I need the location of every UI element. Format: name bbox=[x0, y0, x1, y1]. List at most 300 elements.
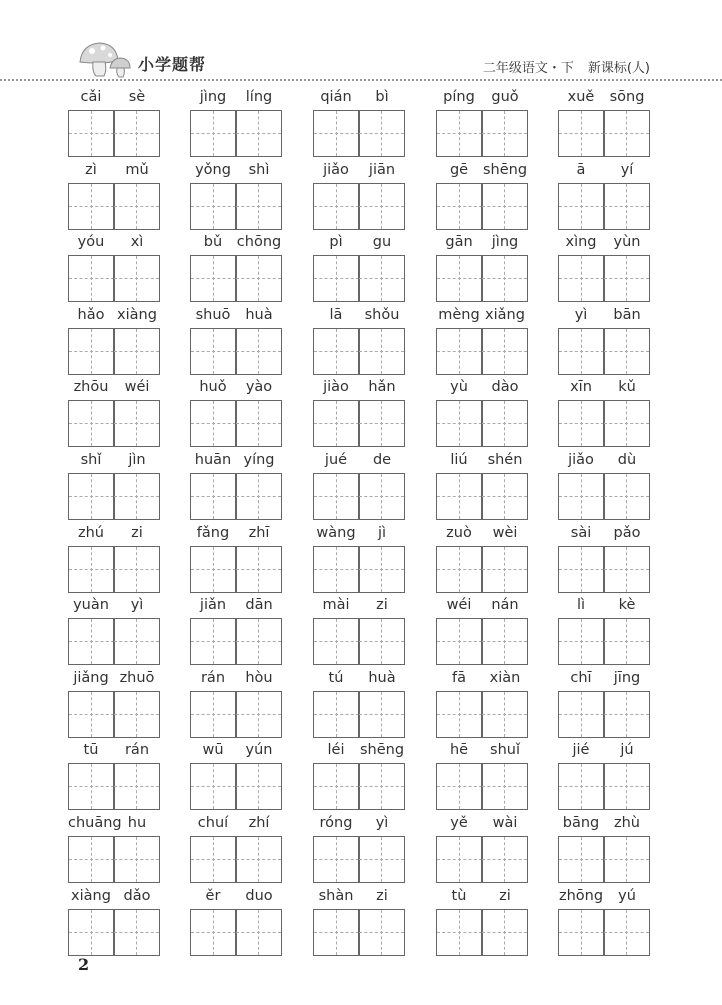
tianzige-writing-box[interactable] bbox=[190, 400, 237, 447]
tianzige-writing-box[interactable] bbox=[235, 909, 282, 956]
pinyin-syllable: xiàng bbox=[71, 887, 111, 904]
tianzige-writing-box[interactable] bbox=[558, 763, 605, 810]
word-cell bbox=[313, 814, 405, 886]
tianzige-writing-box[interactable] bbox=[235, 110, 282, 157]
tianzige-writing-box[interactable] bbox=[358, 691, 405, 738]
tianzige-writing-box[interactable] bbox=[436, 691, 483, 738]
tianzige-writing-box[interactable] bbox=[603, 691, 650, 738]
tianzige-writing-box[interactable] bbox=[190, 618, 237, 665]
pinyin-syllable: mèng bbox=[438, 306, 480, 323]
word-cell bbox=[558, 233, 650, 305]
pinyin-syllable: liú bbox=[450, 452, 468, 468]
word-cell bbox=[558, 741, 650, 813]
tianzige-writing-box[interactable] bbox=[436, 546, 483, 593]
tianzige-writing-box[interactable] bbox=[358, 618, 405, 665]
pinyin-label bbox=[436, 306, 528, 324]
pinyin-label bbox=[558, 88, 650, 106]
grid-row bbox=[0, 887, 722, 959]
pinyin-syllable: nán bbox=[491, 597, 519, 614]
pinyin-syllable: shì bbox=[248, 161, 270, 178]
tianzige-writing-box[interactable] bbox=[190, 473, 237, 520]
tianzige-writing-box[interactable] bbox=[481, 763, 528, 810]
tianzige-writing-box[interactable] bbox=[436, 836, 483, 883]
pinyin-label bbox=[313, 741, 405, 759]
tianzige-writing-box[interactable] bbox=[313, 909, 360, 956]
tianzige-writing-box[interactable] bbox=[603, 909, 650, 956]
pinyin-syllable: huǒ bbox=[199, 379, 227, 396]
word-cell bbox=[190, 233, 282, 305]
tianzige-writing-box[interactable] bbox=[313, 763, 360, 810]
tianzige-writing-box[interactable] bbox=[358, 546, 405, 593]
pinyin-syllable: ěr bbox=[205, 887, 221, 904]
grid-row bbox=[0, 669, 722, 741]
tianzige-writing-box[interactable] bbox=[68, 473, 115, 520]
tianzige-writing-box[interactable] bbox=[235, 763, 282, 810]
pinyin-syllable: wéi bbox=[446, 597, 472, 614]
writing-box-pair bbox=[558, 110, 650, 156]
tianzige-writing-box[interactable] bbox=[68, 110, 115, 157]
tianzige-writing-box[interactable] bbox=[603, 836, 650, 883]
tianzige-writing-box[interactable] bbox=[68, 183, 115, 230]
word-cell bbox=[436, 306, 528, 378]
word-cell bbox=[558, 596, 650, 668]
word-cell bbox=[190, 596, 282, 668]
pinyin-label bbox=[558, 378, 650, 396]
tianzige-writing-box[interactable] bbox=[358, 909, 405, 956]
tianzige-writing-box[interactable] bbox=[436, 763, 483, 810]
pinyin-label bbox=[558, 887, 650, 905]
brand-name: 小学题帮 bbox=[138, 55, 207, 74]
pinyin-syllable: píng bbox=[443, 89, 475, 105]
tianzige-writing-box[interactable] bbox=[235, 618, 282, 665]
tianzige-writing-box[interactable] bbox=[113, 546, 160, 593]
tianzige-writing-box[interactable] bbox=[235, 836, 282, 883]
pinyin-syllable: mǔ bbox=[125, 161, 149, 178]
writing-box-pair bbox=[436, 909, 528, 955]
pinyin-label bbox=[190, 451, 282, 469]
tianzige-writing-box[interactable] bbox=[558, 909, 605, 956]
grid-row bbox=[0, 524, 722, 596]
tianzige-writing-box[interactable] bbox=[603, 763, 650, 810]
pinyin-syllable: rán bbox=[200, 669, 226, 686]
tianzige-writing-box[interactable] bbox=[313, 110, 360, 157]
word-cell bbox=[68, 887, 160, 959]
word-cell bbox=[190, 88, 282, 160]
pinyin-syllable: ā bbox=[576, 161, 586, 178]
tianzige-writing-box[interactable] bbox=[358, 183, 405, 230]
pinyin-label bbox=[68, 451, 160, 469]
writing-box-pair bbox=[190, 836, 282, 882]
tianzige-writing-box[interactable] bbox=[358, 473, 405, 520]
pinyin-syllable: léi bbox=[327, 742, 345, 759]
word-cell bbox=[558, 451, 650, 523]
tianzige-writing-box[interactable] bbox=[68, 691, 115, 738]
tianzige-writing-box[interactable] bbox=[68, 618, 115, 665]
writing-box-pair bbox=[190, 618, 282, 664]
writing-box-pair bbox=[313, 400, 405, 446]
word-cell bbox=[68, 814, 160, 886]
tianzige-writing-box[interactable] bbox=[313, 546, 360, 593]
tianzige-writing-box[interactable] bbox=[113, 909, 160, 956]
pinyin-label bbox=[190, 161, 282, 179]
tianzige-writing-box[interactable] bbox=[235, 400, 282, 447]
pinyin-label bbox=[68, 887, 160, 905]
pinyin-syllable: sè bbox=[128, 89, 146, 105]
pinyin-syllable: chuāng bbox=[68, 815, 122, 831]
pinyin-syllable: zhù bbox=[614, 815, 640, 831]
pinyin-syllable: chōng bbox=[236, 234, 282, 251]
tianzige-writing-box[interactable] bbox=[436, 618, 483, 665]
pinyin-syllable: zhōng bbox=[558, 887, 604, 904]
tianzige-writing-box[interactable] bbox=[358, 400, 405, 447]
pinyin-syllable: bǔ bbox=[203, 234, 223, 251]
pinyin-label bbox=[436, 161, 528, 179]
pinyin-syllable: zhuō bbox=[119, 669, 155, 686]
tianzige-writing-box[interactable] bbox=[68, 255, 115, 302]
word-cell bbox=[436, 814, 528, 886]
writing-box-pair bbox=[190, 546, 282, 592]
writing-box-pair bbox=[558, 400, 650, 446]
tianzige-writing-box[interactable] bbox=[68, 546, 115, 593]
tianzige-writing-box[interactable] bbox=[481, 255, 528, 302]
tianzige-writing-box[interactable] bbox=[313, 400, 360, 447]
pinyin-syllable: xīn bbox=[570, 379, 592, 396]
tianzige-writing-box[interactable] bbox=[603, 255, 650, 302]
tianzige-writing-box[interactable] bbox=[358, 110, 405, 157]
tianzige-writing-box[interactable] bbox=[603, 546, 650, 593]
tianzige-writing-box[interactable] bbox=[603, 110, 650, 157]
tianzige-writing-box[interactable] bbox=[113, 183, 160, 230]
pinyin-syllable: hu bbox=[127, 815, 147, 831]
tianzige-writing-box[interactable] bbox=[190, 183, 237, 230]
tianzige-writing-box[interactable] bbox=[481, 183, 528, 230]
pinyin-syllable: zi bbox=[376, 597, 388, 614]
pinyin-syllable: jiǎo bbox=[323, 161, 349, 178]
tianzige-writing-box[interactable] bbox=[68, 909, 115, 956]
writing-box-pair bbox=[68, 546, 160, 592]
pinyin-syllable: xuě bbox=[567, 89, 595, 105]
writing-box-pair bbox=[68, 183, 160, 229]
pinyin-label bbox=[68, 524, 160, 542]
writing-box-pair bbox=[190, 691, 282, 737]
tianzige-writing-box[interactable] bbox=[436, 400, 483, 447]
tianzige-writing-box[interactable] bbox=[235, 183, 282, 230]
writing-box-pair bbox=[190, 909, 282, 955]
tianzige-writing-box[interactable] bbox=[190, 763, 237, 810]
writing-box-pair bbox=[558, 473, 650, 519]
pinyin-label bbox=[190, 306, 282, 324]
tianzige-writing-box[interactable] bbox=[235, 691, 282, 738]
pinyin-syllable: hǎo bbox=[77, 306, 105, 323]
writing-box-pair bbox=[190, 473, 282, 519]
grade-subject: 二年级语文・下 bbox=[482, 61, 574, 76]
tianzige-writing-box[interactable] bbox=[558, 473, 605, 520]
grid-row bbox=[0, 378, 722, 450]
tianzige-writing-box[interactable] bbox=[436, 328, 483, 375]
pinyin-label bbox=[68, 596, 160, 614]
pinyin-label bbox=[68, 378, 160, 396]
tianzige-writing-box[interactable] bbox=[113, 836, 160, 883]
tianzige-writing-box[interactable] bbox=[235, 546, 282, 593]
writing-box-pair bbox=[436, 546, 528, 592]
word-cell bbox=[436, 161, 528, 233]
pinyin-syllable: zhú bbox=[78, 524, 104, 541]
word-cell bbox=[313, 378, 405, 450]
tianzige-writing-box[interactable] bbox=[190, 255, 237, 302]
pinyin-syllable: sōng bbox=[609, 89, 645, 105]
pinyin-syllable: yào bbox=[245, 379, 273, 396]
tianzige-writing-box[interactable] bbox=[481, 110, 528, 157]
pinyin-syllable: jié bbox=[572, 742, 590, 759]
tianzige-writing-box[interactable] bbox=[481, 909, 528, 956]
word-cell bbox=[313, 741, 405, 813]
tianzige-writing-box[interactable] bbox=[68, 763, 115, 810]
tianzige-writing-box[interactable] bbox=[190, 328, 237, 375]
pinyin-syllable: chuí bbox=[197, 815, 229, 831]
pinyin-syllable: guǒ bbox=[491, 89, 519, 105]
pinyin-syllable: wèi bbox=[492, 524, 518, 541]
word-cell bbox=[313, 887, 405, 959]
pinyin-label bbox=[190, 596, 282, 614]
pinyin-label bbox=[313, 88, 405, 106]
tianzige-writing-box[interactable] bbox=[235, 255, 282, 302]
pinyin-syllable: qián bbox=[320, 89, 352, 105]
tianzige-writing-box[interactable] bbox=[358, 255, 405, 302]
tianzige-writing-box[interactable] bbox=[481, 618, 528, 665]
tianzige-writing-box[interactable] bbox=[113, 328, 160, 375]
tianzige-writing-box[interactable] bbox=[481, 836, 528, 883]
word-cell bbox=[436, 669, 528, 741]
pinyin-syllable: gān bbox=[445, 234, 473, 251]
grid-row bbox=[0, 814, 722, 886]
pinyin-syllable: jiān bbox=[368, 161, 396, 178]
pinyin-syllable: jiǎn bbox=[199, 597, 227, 614]
tianzige-writing-box[interactable] bbox=[358, 836, 405, 883]
writing-box-pair bbox=[436, 400, 528, 446]
tianzige-writing-box[interactable] bbox=[603, 328, 650, 375]
pinyin-syllable: lì bbox=[576, 597, 586, 614]
pinyin-syllable: líng bbox=[245, 89, 273, 105]
pinyin-label bbox=[436, 524, 528, 542]
tianzige-writing-box[interactable] bbox=[190, 110, 237, 157]
pinyin-syllable: rán bbox=[124, 742, 150, 759]
tianzige-writing-box[interactable] bbox=[113, 618, 160, 665]
tianzige-writing-box[interactable] bbox=[113, 255, 160, 302]
pinyin-label bbox=[558, 451, 650, 469]
tianzige-writing-box[interactable] bbox=[313, 836, 360, 883]
writing-box-pair bbox=[190, 255, 282, 301]
pinyin-syllable: yǒng bbox=[195, 161, 231, 178]
pinyin-syllable: cǎi bbox=[80, 89, 102, 105]
writing-box-pair bbox=[313, 618, 405, 664]
tianzige-writing-box[interactable] bbox=[558, 836, 605, 883]
tianzige-writing-box[interactable] bbox=[603, 618, 650, 665]
word-cell bbox=[558, 669, 650, 741]
pinyin-label bbox=[558, 814, 650, 832]
pinyin-label bbox=[436, 88, 528, 106]
tianzige-writing-box[interactable] bbox=[113, 763, 160, 810]
writing-box-pair bbox=[436, 473, 528, 519]
pinyin-label bbox=[190, 88, 282, 106]
pinyin-label bbox=[313, 524, 405, 542]
tianzige-writing-box[interactable] bbox=[190, 546, 237, 593]
pinyin-syllable: zi bbox=[376, 887, 388, 904]
word-cell bbox=[68, 161, 160, 233]
tianzige-writing-box[interactable] bbox=[481, 400, 528, 447]
writing-box-pair bbox=[190, 110, 282, 156]
page-number: 2 bbox=[78, 955, 90, 974]
pinyin-label bbox=[558, 669, 650, 687]
word-cell bbox=[68, 596, 160, 668]
pinyin-syllable: yù bbox=[450, 379, 468, 396]
word-cell bbox=[68, 524, 160, 596]
pinyin-syllable: huà bbox=[368, 669, 396, 686]
pinyin-label bbox=[436, 814, 528, 832]
writing-box-pair bbox=[558, 328, 650, 374]
word-cell bbox=[436, 451, 528, 523]
word-cell bbox=[558, 88, 650, 160]
tianzige-writing-box[interactable] bbox=[68, 400, 115, 447]
word-cell bbox=[68, 233, 160, 305]
tianzige-writing-box[interactable] bbox=[235, 328, 282, 375]
tianzige-writing-box[interactable] bbox=[358, 763, 405, 810]
pinyin-syllable: jì bbox=[377, 524, 387, 541]
tianzige-writing-box[interactable] bbox=[558, 183, 605, 230]
word-cell bbox=[190, 814, 282, 886]
writing-box-pair bbox=[68, 110, 160, 156]
tianzige-writing-box[interactable] bbox=[113, 691, 160, 738]
tianzige-writing-box[interactable] bbox=[313, 473, 360, 520]
pinyin-syllable: shuǐ bbox=[490, 742, 520, 759]
pinyin-label bbox=[313, 161, 405, 179]
word-cell bbox=[313, 306, 405, 378]
tianzige-writing-box[interactable] bbox=[481, 473, 528, 520]
tianzige-writing-box[interactable] bbox=[436, 110, 483, 157]
tianzige-writing-box[interactable] bbox=[558, 110, 605, 157]
pinyin-syllable: jìng bbox=[199, 89, 227, 105]
tianzige-writing-box[interactable] bbox=[481, 691, 528, 738]
pinyin-label bbox=[313, 596, 405, 614]
tianzige-writing-box[interactable] bbox=[436, 473, 483, 520]
pinyin-label bbox=[190, 887, 282, 905]
pinyin-label bbox=[558, 596, 650, 614]
tianzige-writing-box[interactable] bbox=[190, 836, 237, 883]
tianzige-writing-box[interactable] bbox=[436, 183, 483, 230]
pinyin-syllable: hòu bbox=[245, 669, 273, 686]
tianzige-writing-box[interactable] bbox=[113, 400, 160, 447]
word-cell bbox=[190, 524, 282, 596]
tianzige-writing-box[interactable] bbox=[313, 183, 360, 230]
pinyin-syllable: shàn bbox=[318, 887, 354, 904]
pinyin-label bbox=[190, 669, 282, 687]
writing-box-pair bbox=[190, 328, 282, 374]
tianzige-writing-box[interactable] bbox=[190, 691, 237, 738]
pinyin-label bbox=[68, 306, 160, 324]
writing-box-pair bbox=[313, 255, 405, 301]
tianzige-writing-box[interactable] bbox=[68, 836, 115, 883]
tianzige-writing-box[interactable] bbox=[313, 618, 360, 665]
tianzige-writing-box[interactable] bbox=[436, 255, 483, 302]
pinyin-label bbox=[558, 524, 650, 542]
tianzige-writing-box[interactable] bbox=[603, 183, 650, 230]
tianzige-writing-box[interactable] bbox=[481, 328, 528, 375]
writing-box-pair bbox=[558, 183, 650, 229]
writing-box-pair bbox=[68, 328, 160, 374]
pinyin-syllable: shēng bbox=[359, 742, 405, 759]
pinyin-syllable: pì bbox=[329, 234, 343, 251]
pinyin-syllable: kǔ bbox=[618, 379, 636, 396]
tianzige-writing-box[interactable] bbox=[313, 691, 360, 738]
tianzige-writing-box[interactable] bbox=[235, 473, 282, 520]
pinyin-syllable: yún bbox=[245, 742, 273, 759]
tianzige-writing-box[interactable] bbox=[603, 400, 650, 447]
pinyin-syllable: zì bbox=[85, 161, 97, 178]
tianzige-writing-box[interactable] bbox=[603, 473, 650, 520]
tianzige-writing-box[interactable] bbox=[313, 255, 360, 302]
tianzige-writing-box[interactable] bbox=[113, 473, 160, 520]
word-cell bbox=[436, 887, 528, 959]
word-cell bbox=[558, 306, 650, 378]
word-cell bbox=[68, 669, 160, 741]
word-cell bbox=[313, 451, 405, 523]
pinyin-syllable: tú bbox=[328, 669, 344, 686]
pinyin-syllable: fā bbox=[452, 669, 466, 686]
word-cell bbox=[313, 669, 405, 741]
tianzige-writing-box[interactable] bbox=[190, 909, 237, 956]
tianzige-writing-box[interactable] bbox=[558, 255, 605, 302]
pinyin-syllable: yóu bbox=[77, 234, 105, 251]
tianzige-writing-box[interactable] bbox=[558, 691, 605, 738]
pinyin-label bbox=[68, 741, 160, 759]
writing-box-pair bbox=[436, 183, 528, 229]
pinyin-syllable: xì bbox=[130, 234, 144, 251]
tianzige-writing-box[interactable] bbox=[313, 328, 360, 375]
pinyin-syllable: zhōu bbox=[73, 379, 109, 396]
pinyin-label bbox=[313, 669, 405, 687]
tianzige-writing-box[interactable] bbox=[68, 328, 115, 375]
pinyin-syllable: shǐ bbox=[80, 452, 102, 468]
tianzige-writing-box[interactable] bbox=[558, 400, 605, 447]
writing-box-pair bbox=[68, 618, 160, 664]
writing-box-pair bbox=[313, 110, 405, 156]
tianzige-writing-box[interactable] bbox=[113, 110, 160, 157]
pinyin-syllable: shǒu bbox=[364, 306, 400, 323]
tianzige-writing-box[interactable] bbox=[558, 618, 605, 665]
pinyin-syllable: jiào bbox=[323, 379, 349, 396]
tianzige-writing-box[interactable] bbox=[481, 546, 528, 593]
tianzige-writing-box[interactable] bbox=[358, 328, 405, 375]
tianzige-writing-box[interactable] bbox=[436, 909, 483, 956]
pinyin-syllable: zi bbox=[499, 887, 511, 904]
writing-box-pair bbox=[558, 255, 650, 301]
pinyin-syllable: shēng bbox=[482, 161, 528, 178]
word-cell bbox=[558, 524, 650, 596]
pinyin-syllable: bān bbox=[613, 306, 641, 323]
writing-box-pair bbox=[190, 183, 282, 229]
word-cell bbox=[558, 887, 650, 959]
grid-row bbox=[0, 88, 722, 160]
pinyin-syllable: hē bbox=[449, 742, 469, 759]
pinyin-label bbox=[558, 233, 650, 251]
word-cell bbox=[68, 451, 160, 523]
writing-box-pair bbox=[68, 255, 160, 301]
pinyin-syllable: zhī bbox=[248, 524, 270, 541]
pinyin-label bbox=[190, 741, 282, 759]
writing-box-pair bbox=[68, 473, 160, 519]
tianzige-writing-box[interactable] bbox=[558, 546, 605, 593]
tianzige-writing-box[interactable] bbox=[558, 328, 605, 375]
word-cell bbox=[313, 233, 405, 305]
